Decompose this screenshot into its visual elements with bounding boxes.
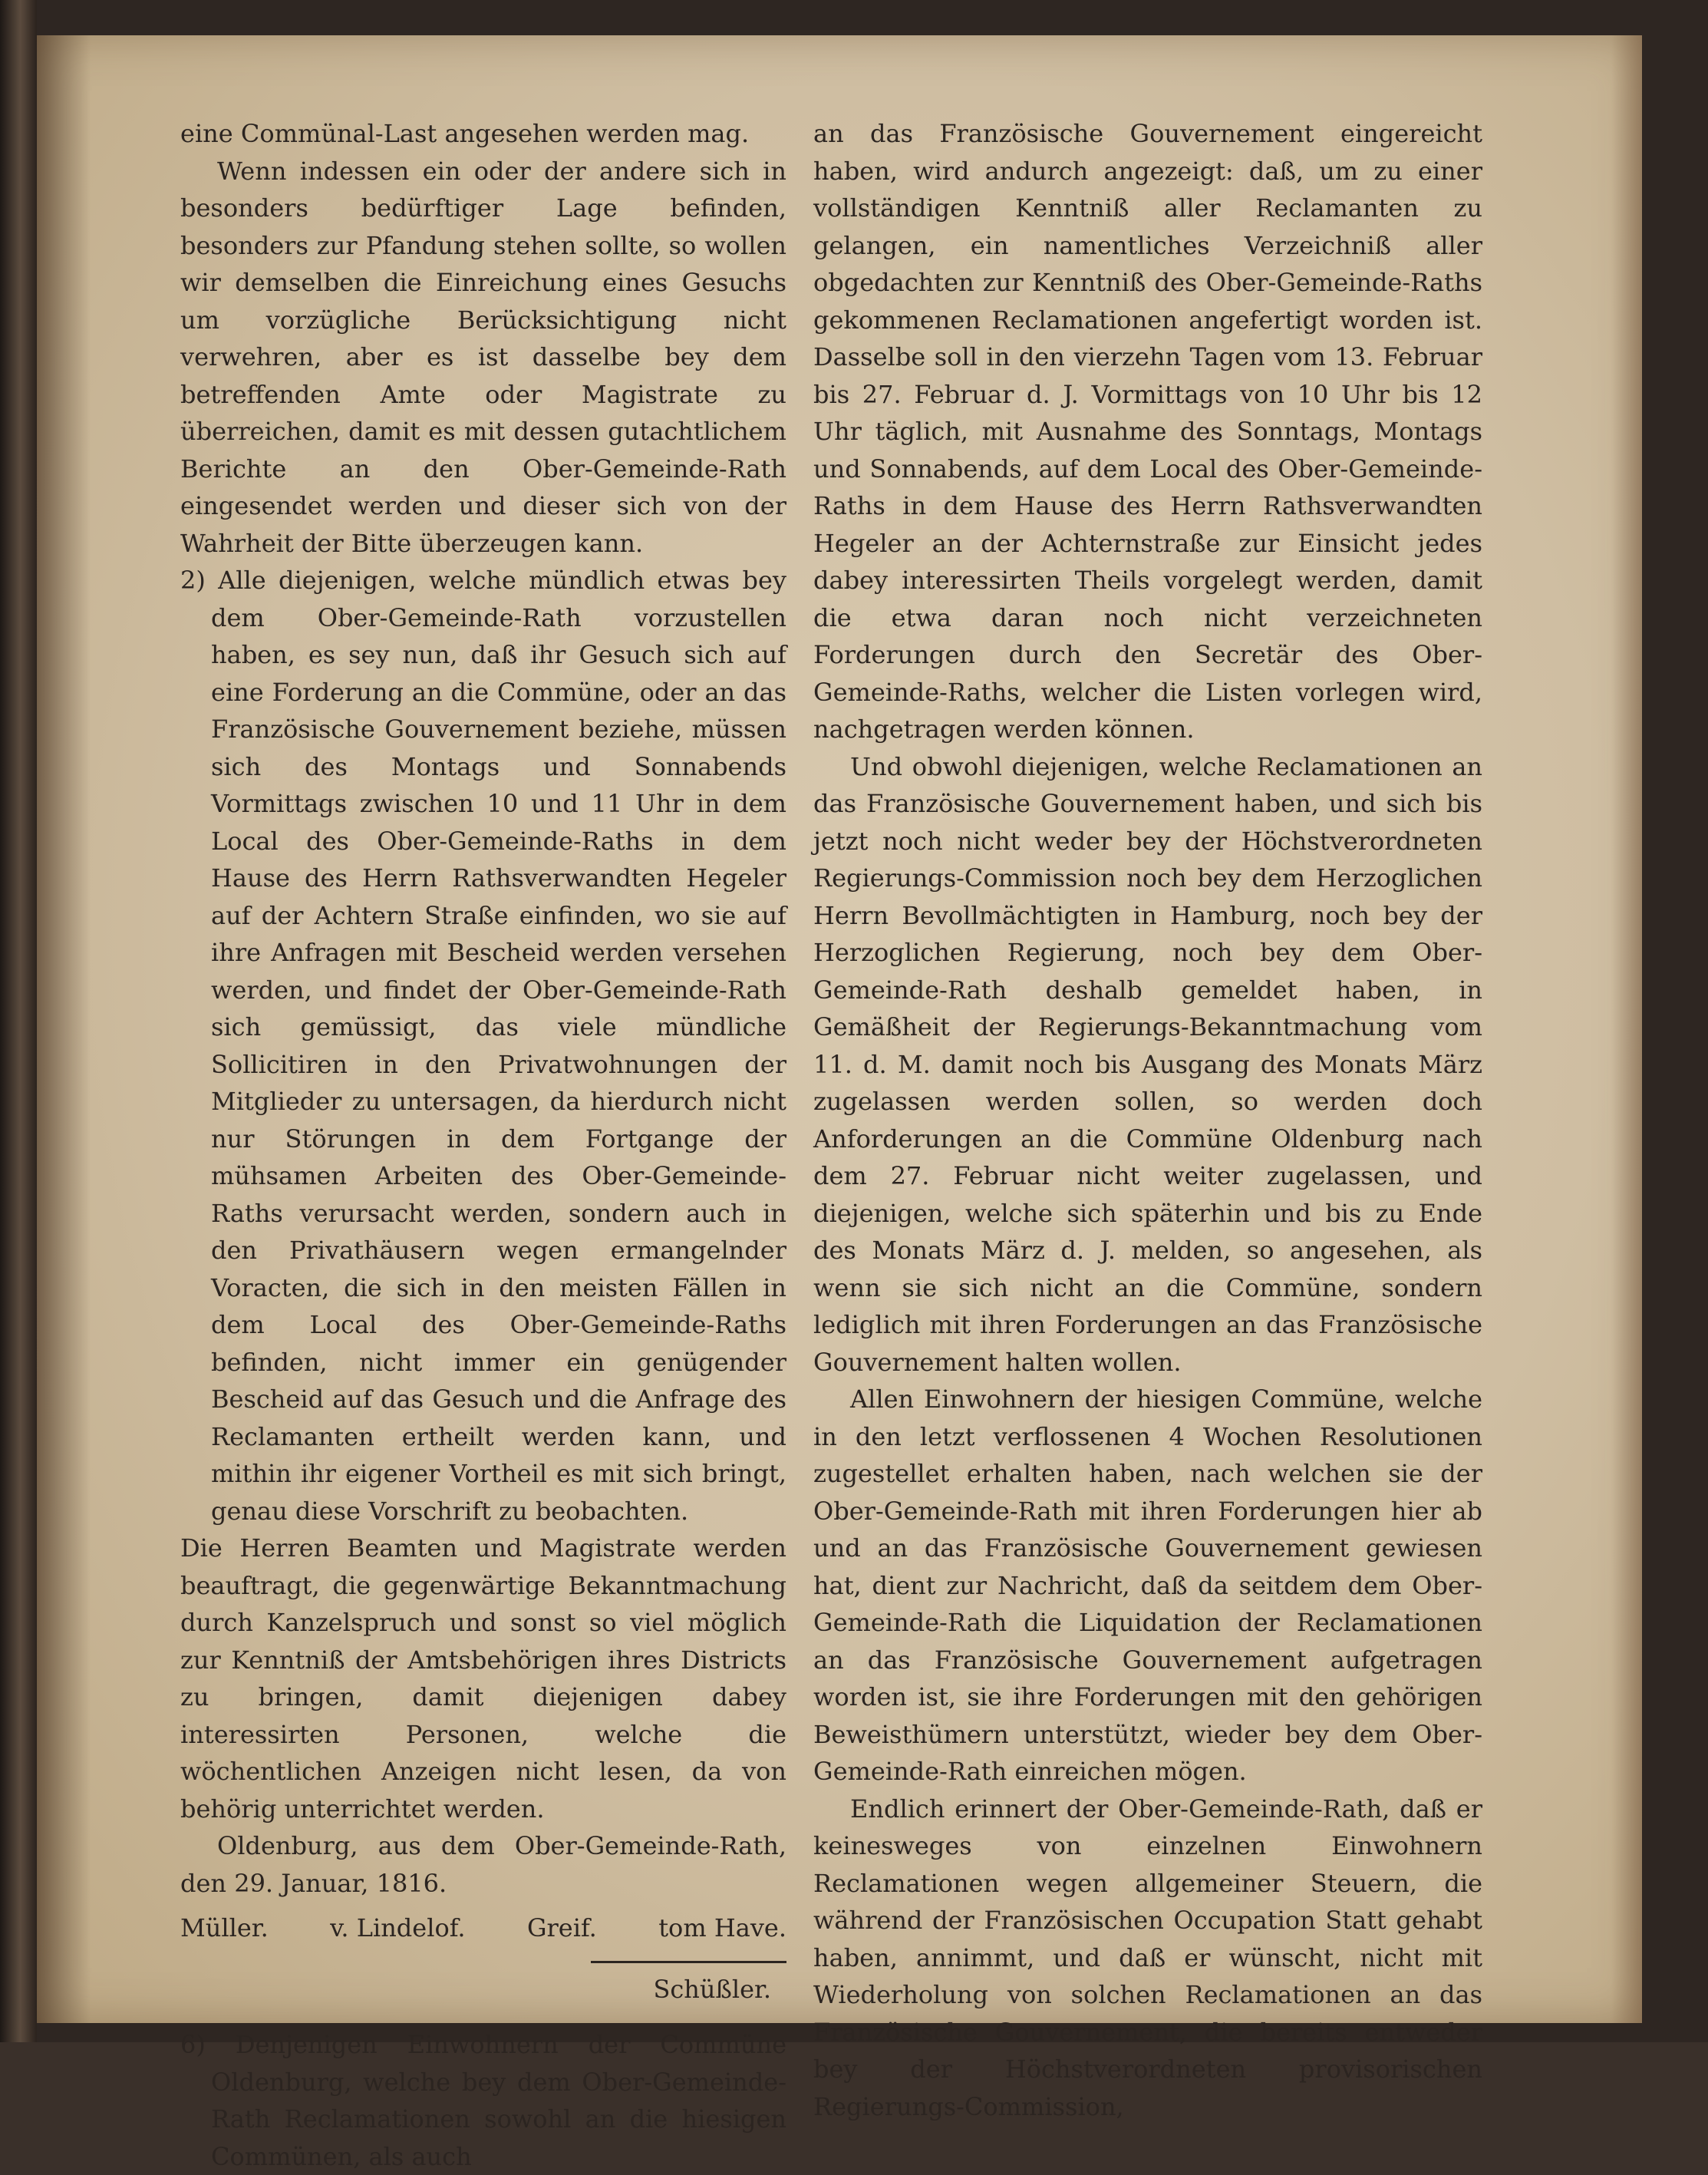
gutter-shadow	[37, 35, 91, 2023]
continuation-paragraph: eine Commünal-Last angesehen werden mag.	[180, 119, 750, 148]
paragraph-hardship-petitions: Wenn indessen ein oder der andere sich in besonders bedürftiger Lage befinden, besonders zur Pfandung stehen sollte, so wollen wir demselben die Einreichung eines Gesuchs um vorzügliche Berücksichtigung nicht verwehren, aber es ist dasselbe bey dem betreffenden Amte oder Magistrate zu überreichen, damit es mit dessen gutachtlichem Berichte an den Ober-Gemeinde-Rath eingesendet werden und dieser sich von der Wahrheit der Bitte überzeugen kann.	[180, 156, 786, 558]
previous-page-edge	[0, 0, 37, 2042]
signer-name: v. Lindelof.	[330, 1913, 466, 1942]
paragraph-late-claims: Und obwohl diejenigen, welche Reclamationen an das Französische Gouvernement haben, und sich bis jetzt noch nicht weder bey der Höchstverordneten Regierungs-Commission noch bey dem Herzoglichen Herrn Bevollmächtigten in Hamburg, noch bey der Herzoglichen Regierung, noch bey dem Ober-Gemeinde-Rath deshalb gemeldet haben, in Gemäßheit der Regierungs-Bekanntmachung vom 11. d. M. damit noch bis Ausgang des Monats März zugelassen werden sollen, so werden doch Anforderungen an die Commüne Oldenburg nach dem 27. Februar nicht weiter zugelassen, und diejenigen, welche sich späterhin und bis zu Ende des Monats März d. J. melden, so angesehen, als wenn sie sich nicht an die Commüne, sondern lediglich mit ihren Forderungen an das Französische Gouvernement halten wollen.	[813, 751, 1482, 1377]
paragraph-resolutions: Allen Einwohnern der hiesigen Commüne, welche in den letzt verflossenen 4 Wochen Resolutionen zugestellet erhalten haben, nach welchen sie der Ober-Gemeinde-Rath mit ihren Forderungen hier ab und an das Französische Gouvernement gewiesen hat, dient zur Nachricht, daß da seitdem dem Ober-Gemeinde-Rath die Liquidation der Reclamationen an das Französische Gouvernement aufgetragen worden ist, sie ihre Forderungen mit den gehörigen Beweisthümern unterstützt, wieder bey dem Ober-Gemeinde-Rath einreichen mögen.	[813, 1385, 1482, 1786]
signature-rule	[591, 1961, 786, 1963]
signer-name: Greif.	[526, 1913, 597, 1942]
signer-name: tom Have.	[658, 1913, 786, 1942]
right-column	[813, 115, 1482, 2125]
secretary-signature: Schüßler.	[653, 1974, 771, 2004]
signature-row	[180, 1909, 786, 1947]
paragraph-officials-instruction: Die Herren Beamten und Magistrate werden beauftragt, die gegenwärtige Bekanntmachung durch Kanzelspruch und sonst so viel möglich zur Kenntniß der Amtsbehörigen ihres Districts zu bringen, damit diejenigen dabey interessirten Personen, welche die wöchentlichen Anzeigen nicht lesen, da von behörig unterrichtet werden.	[180, 1533, 786, 1824]
dateline: Oldenburg, aus dem Ober-Gemeinde-Rath, den 29. Januar, 1816.	[180, 1831, 786, 1898]
left-column	[180, 115, 786, 2175]
paragraph-item-2: 2) Alle diejenigen, welche mündlich etwas bey dem Ober-Gemeinde-Rath vorzustellen haben, es sey nun, daß ihr Gesuch sich auf eine Forderung an die Commüne, oder an das Französische Gouvernement beziehe, müssen sich des Montags und Sonnabends Vormittags zwischen 10 und 11 Uhr in dem Local des Ober-Gemeinde-Raths in dem Hause des Herrn Rathsverwandten Hegeler auf der Achtern Straße einfinden, wo sie auf ihre Anfragen mit Bescheid werden versehen werden, und findet der Ober-Gemeinde-Rath sich gemüssigt, das viele mündliche Sollicitiren in den Privatwohnungen der Mitglieder zu untersagen, da hierdurch nicht nur Störungen in dem Fortgange der mühsamen Arbeiten des Ober-Gemeinde-Raths verursacht werden, sondern auch in den Privathäusern wegen ermangelnder Voracten, die sich in den meisten Fällen in dem Local des Ober-Gemeinde-Raths befinden, nicht immer ein genügender Bescheid auf das Gesuch und die Anfrage des Reclamanten ertheilt werden kann, und mithin ihr eigener Vortheil es mit sich bringt, genau diese Vorschrift zu beobachten.	[180, 566, 786, 1526]
signer-name: Müller.	[180, 1913, 269, 1942]
paragraph-item-6: 6) Denjenigen Einwohnern der Commüne Oldenburg, welche bey dem Ober-Gemeinde-Rath Reclamationen sowohl an die hiesigen Commünen, als auch	[180, 2030, 786, 2171]
paragraph-general-taxes: Endlich erinnert der Ober-Gemeinde-Rath, daß er keinesweges von einzelnen Einwohnern Reclamationen wegen allgemeiner Steuern, die während der Französischen Occupation Statt gehabt haben, annimmt, und daß er wünscht, nicht mit Wiederholung von solchen Reclamationen an das Französische Gouvernement, die bereits entweder bey der Höchstverordneten provisorischen Regierungs-Commission,	[813, 1794, 1482, 2121]
continuation-paragraph: an das Französische Gouvernement eingereicht haben, wird andurch angezeigt: daß, um zu einer vollständigen Kenntniß aller Reclamanten zu gelangen, ein namentliches Verzeichniß aller obgedachten zur Kenntniß des Ober-Gemeinde-Raths gekommenen Reclamationen angefertigt worden ist. Dasselbe soll in den vierzehn Tagen vom 13. Februar bis 27. Februar d. J. Vormittags von 10 Uhr bis 12 Uhr täglich, mit Ausnahme des Sonntags, Montags und Sonnabends, auf dem Local des Ober-Gemeinde-Raths in dem Hause des Herrn Rathsverwandten Hegeler an der Achternstraße zur Einsicht jedes dabey interessirten Theils vorgelegt werden, damit die etwa daran noch nicht verzeichneten Forderungen durch den Secretär des Ober-Gemeinde-Raths, welcher die Listen vorlegen wird, nachgetragen werden können.	[813, 119, 1482, 744]
page-edge-shadow	[1611, 35, 1642, 2023]
